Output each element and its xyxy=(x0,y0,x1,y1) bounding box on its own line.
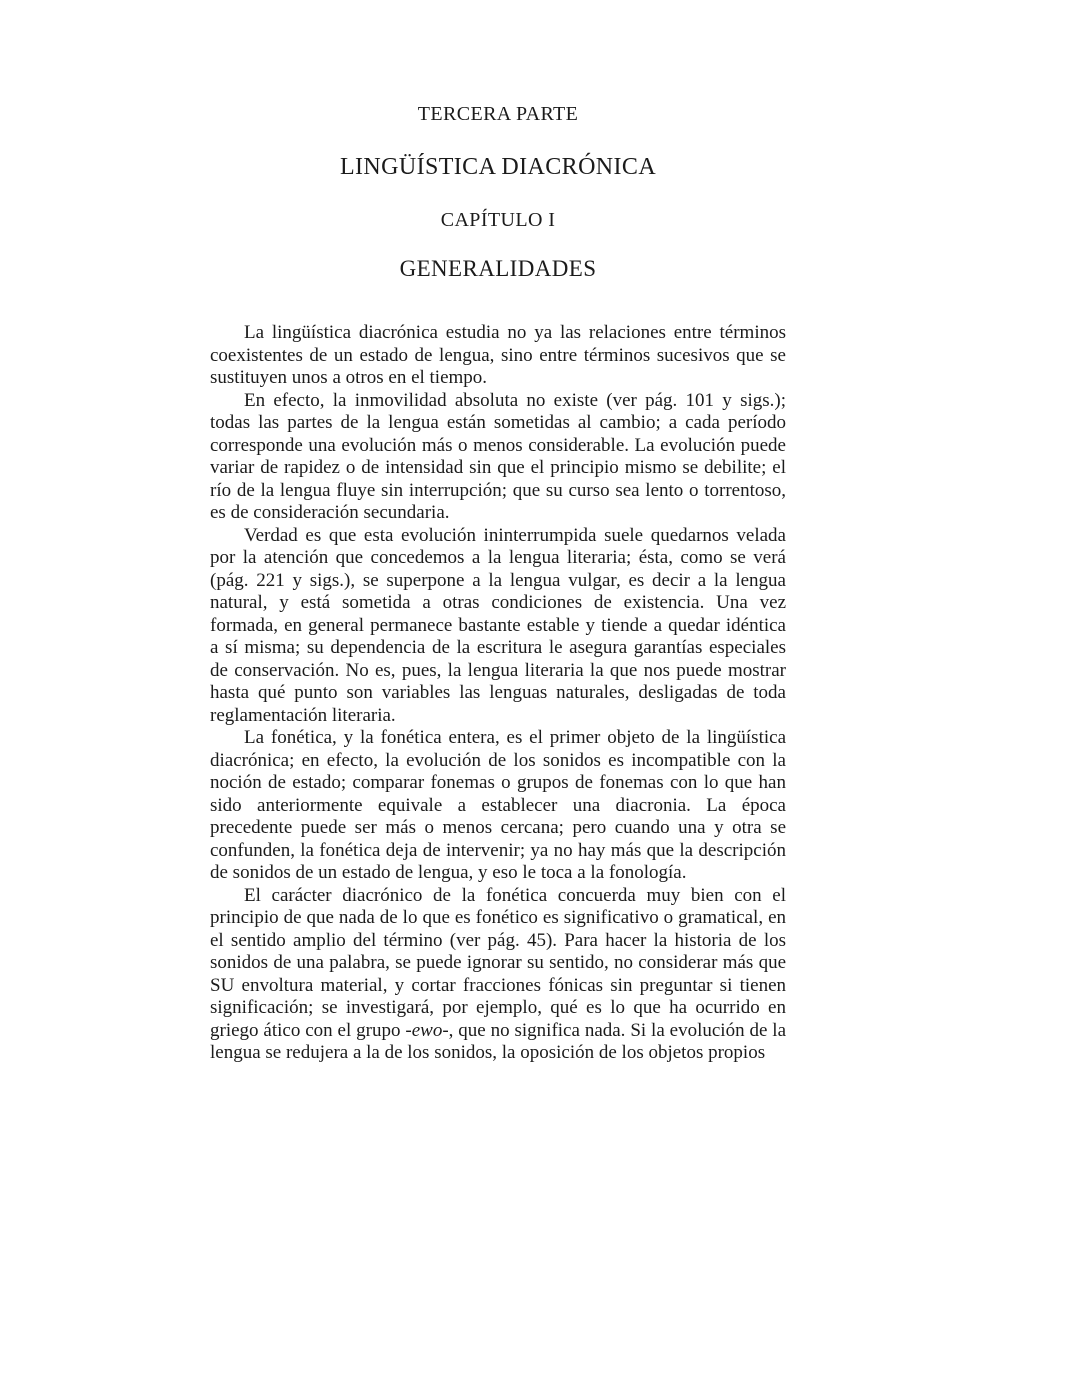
paragraph: En efecto, la inmovilidad absoluta no existe (ver pág. 101 y sigs.); todas las partes de la lengua están sometidas al cambio; a cada período corresponde una evolución más o menos considerable. La evolución puede variar de rapidez o de intensidad sin que el principio mismo se debilite; el río de la lengua fluye sin interrupción; que su curso sea lento o torrentoso, es de consideración secundaria. xyxy=(210,389,786,523)
paragraph: El carácter diacrónico de la fonética concuerda muy bien con el principio de que nada de lo que es fonético es significativo o gramatical, en el sentido amplio del término (ver pág. 45). Para hacer la historia de los sonidos de una palabra, se puede ignorar su sentido, no considerar más que SU envoltura material, y cortar fracciones fónicas sin preguntar si tienen significación; se investigará, por ejemplo, qué es lo que ha ocurrido en griego ático con el grupo -ewo-, que no significa nada. Si la evolución de la lengua se redujera a la de los sonidos, la oposición de los objetos propios xyxy=(210,884,787,1063)
section-heading: GENERALIDADES xyxy=(399,256,597,281)
chapter-heading: CAPÍTULO I xyxy=(440,209,556,231)
part-heading: TERCERA PARTE xyxy=(417,103,579,125)
part-title-heading: LINGÜÍSTICA DIACRÓNICA xyxy=(339,154,657,180)
paragraph: Verdad es que esta evolución ininterrumpida suele quedarnos velada por la atención que concedemos a la lengua literaria; ésta, como se verá (pág. 221 y sigs.), se superpone a la lengua vulgar, es decir a la lengua natural, y está sometida a otras condiciones de existencia. Una vez formada, en general permanece bastante estable y tiende a quedar idéntica a sí misma; su dependencia de la escritura le asegura garantías especiales de conservación. No es, pues, la lengua literaria la que nos puede mostrar hasta qué punto son variables las lenguas naturales, desligadas de toda reglamentación literaria. xyxy=(210,524,786,726)
paragraph: La fonética, y la fonética entera, es el primer objeto de la lingüística diacrónica; en efecto, la evolución de los sonidos es incompatible con la noción de estado; comparar fonemas o grupos de fonemas con lo que han sido anteriormente equivale a establecer una diacronia. La época precedente puede ser más o menos cercana; pero cuando una y otra se confunden, la fonética deja de intervenir; ya no hay más que la descripción de sonidos de un estado de lengua, y eso le toca a la fonología. xyxy=(210,727,786,883)
body-text xyxy=(210,322,786,1065)
paragraph: La lingüística diacrónica estudia no ya las relaciones entre términos coexistentes de un estado de lengua, sino entre términos sucesivos que se sustituyen unos a otros en el tiempo. xyxy=(210,322,786,388)
